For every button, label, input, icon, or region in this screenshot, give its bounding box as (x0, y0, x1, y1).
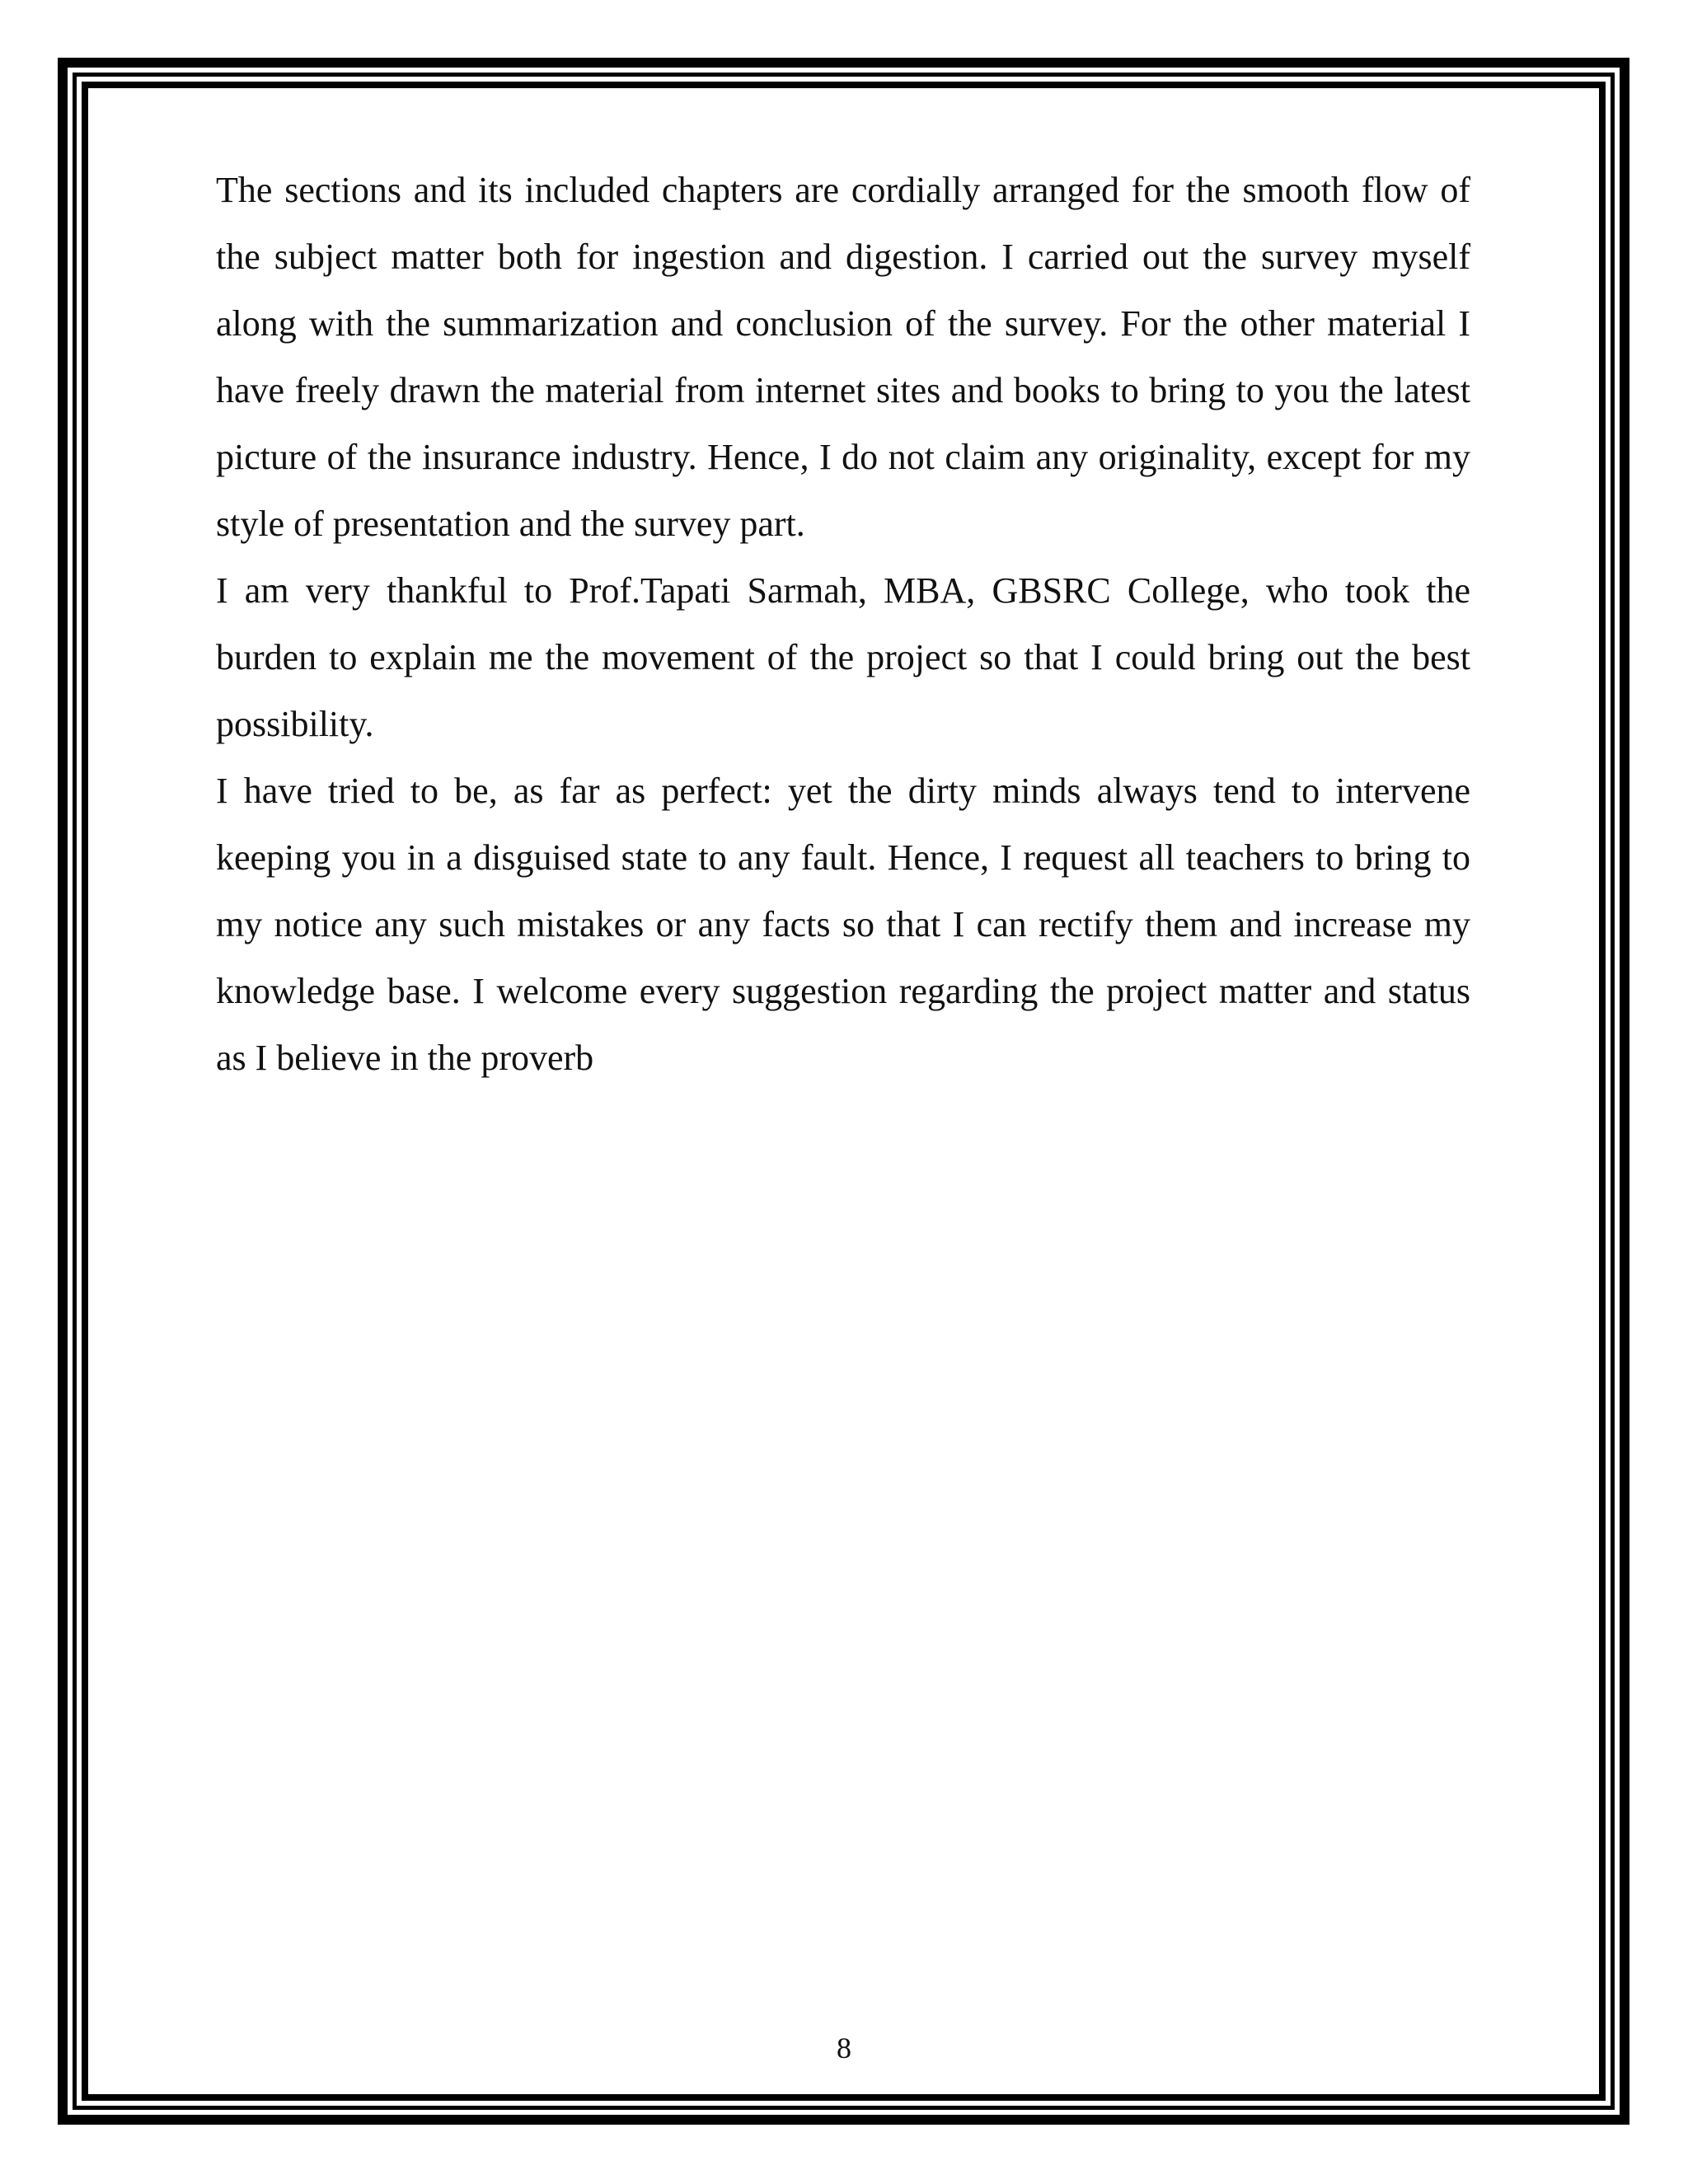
paragraph-arrangement: The sections and its included chapters are cordially arranged for the smooth flow of the subject matter both for ingestion and digestion. I carried out the survey myself along with the summarization and conclusion of the survey. For the other material I have freely drawn the material from internet sites and books to bring to you the latest picture of the insurance industry. Hence, I do not claim any originality, except for my style of presentation and the survey part. (216, 170, 1470, 544)
page-number: 8 (837, 2032, 851, 2064)
paragraph-acknowledgement: I am very thankful to Prof.Tapati Sarmah, MBA, GBSRC College, who took the burden to explain me the movement of the project so that I could bring out the best possibility. (216, 570, 1470, 744)
paragraph-request: I have tried to be, as far as perfect: yet the dirty minds always tend to intervene keeping you in a disguised state to any fault. Hence, I request all teachers to bring to my notice any such mistakes or any facts so that I can rectify them and increase my knowledge base. I welcome every suggestion regarding the project matter and status as I believe in the proverb (216, 771, 1470, 1078)
page-body (216, 157, 1470, 1091)
